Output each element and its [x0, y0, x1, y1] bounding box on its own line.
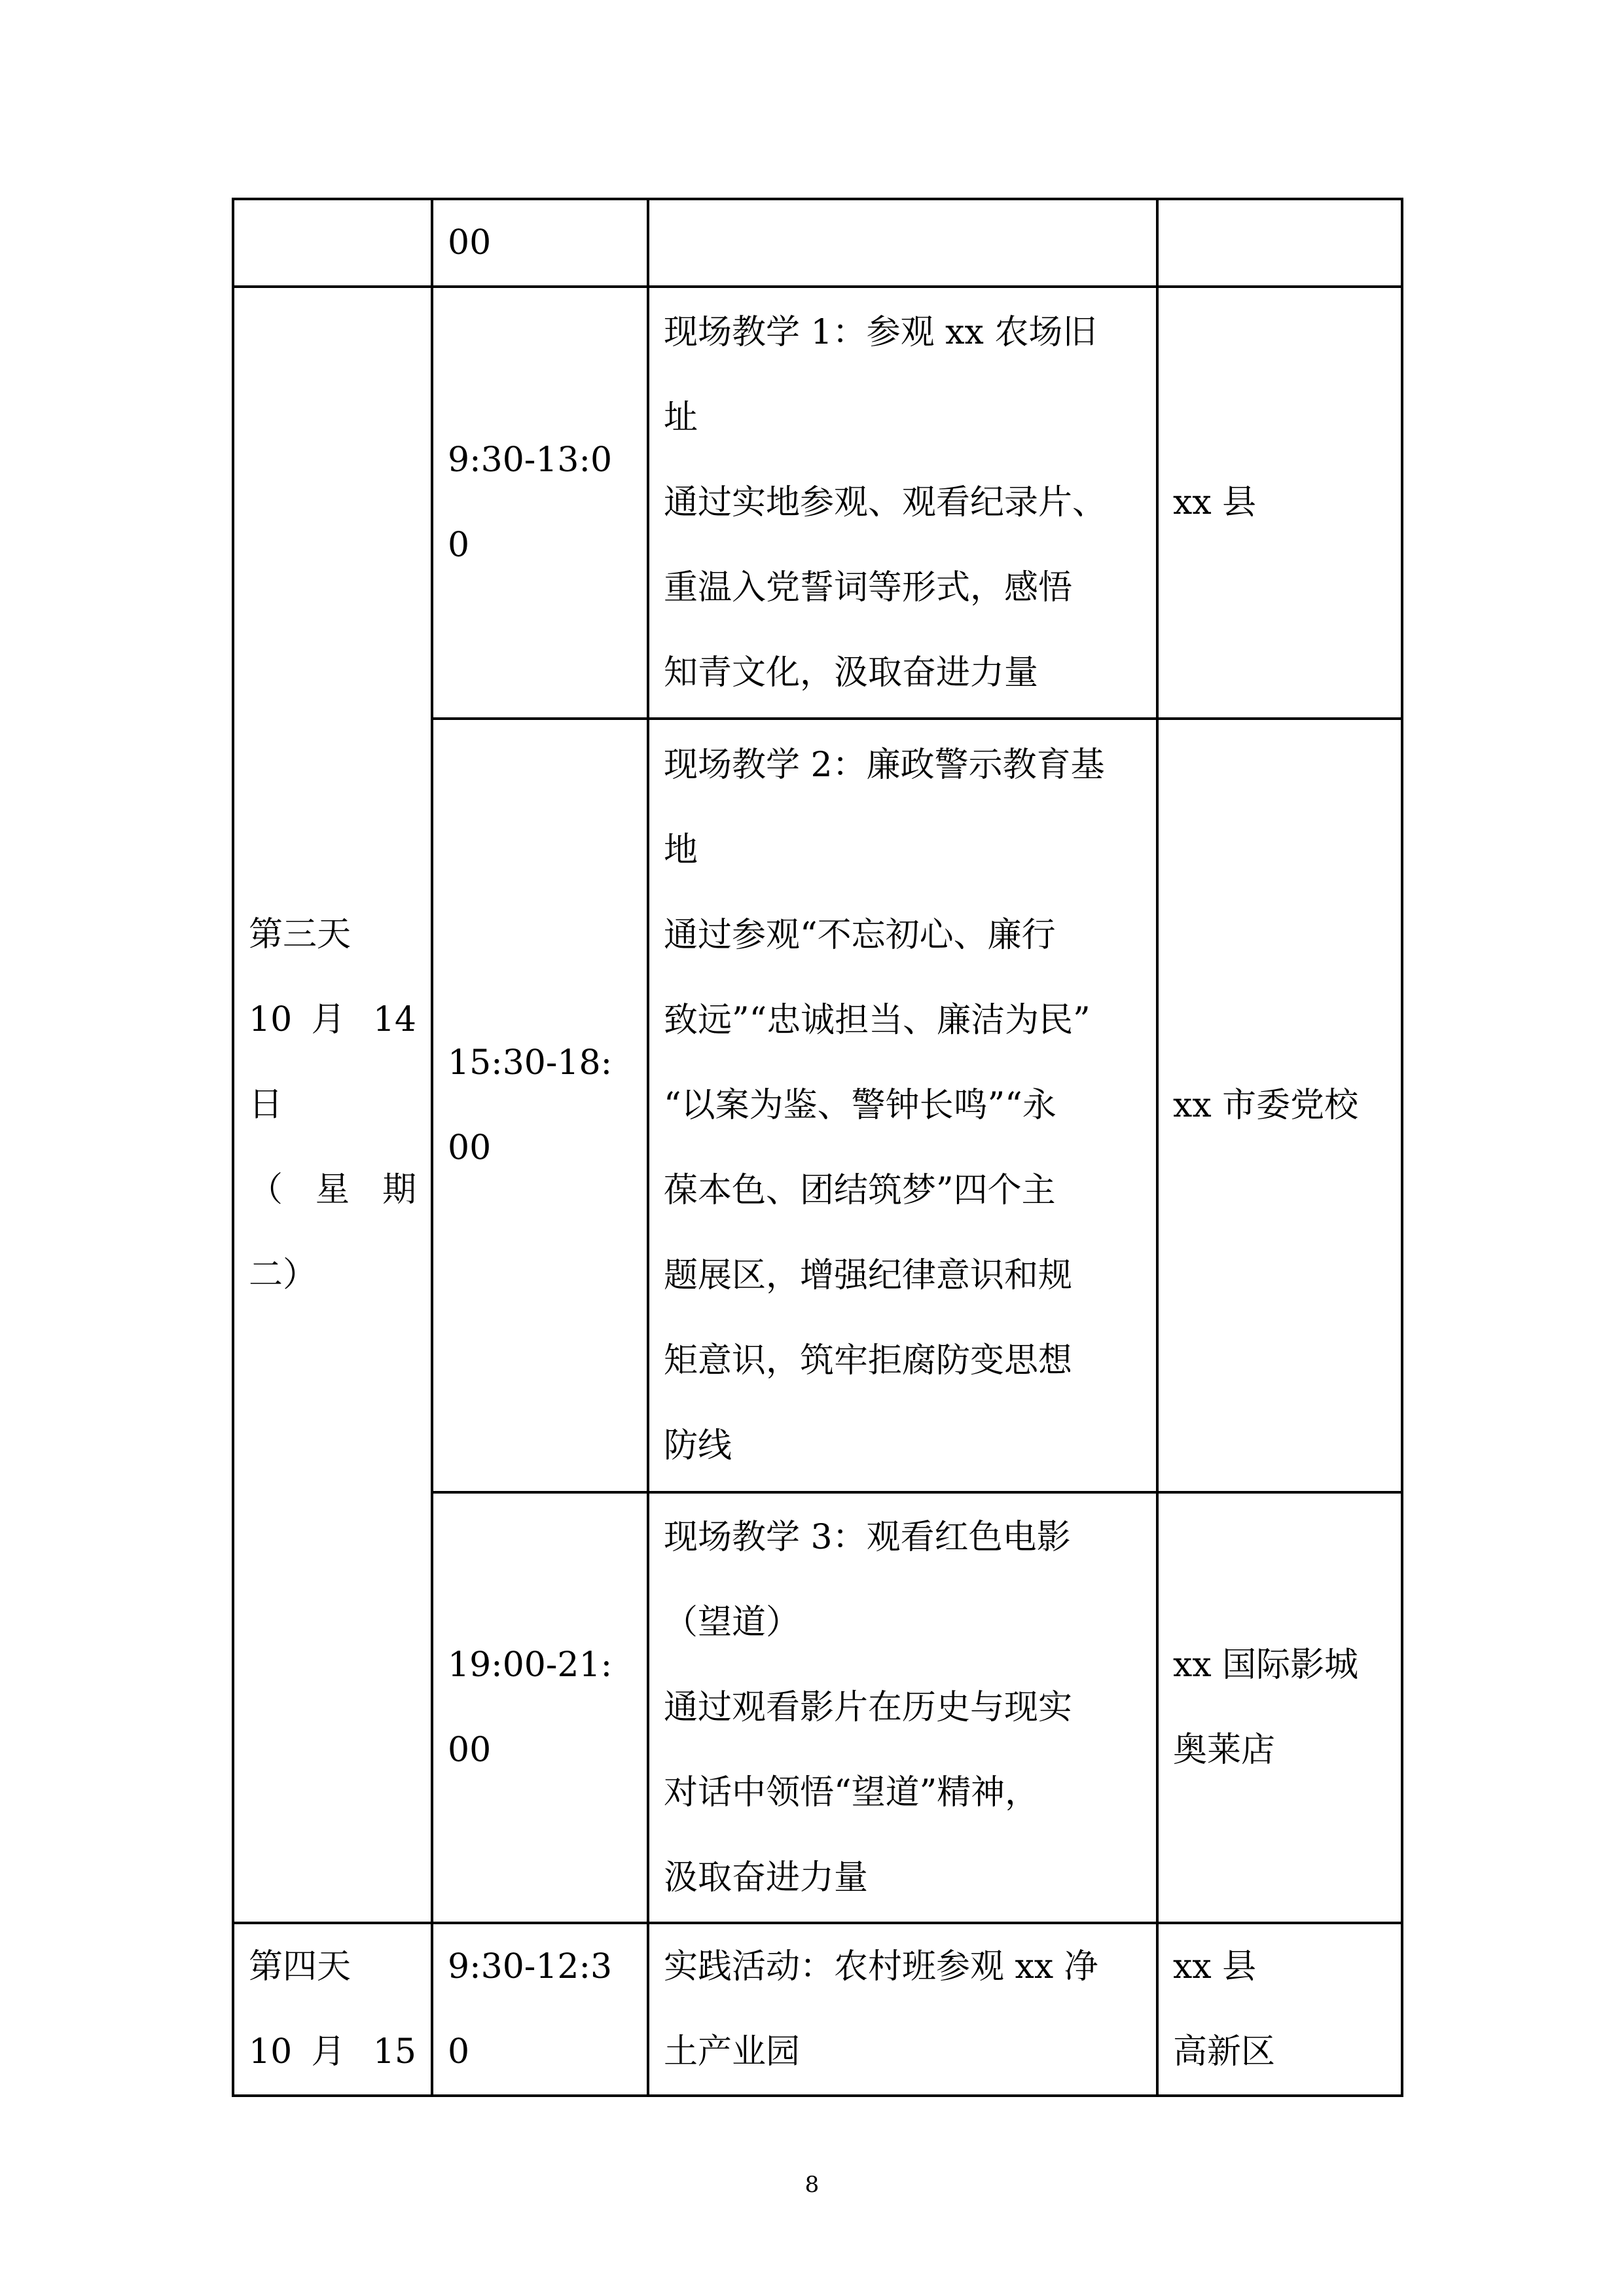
content-cell [648, 287, 1157, 719]
location-cell [1157, 199, 1402, 287]
content-line: 现场教学 1：参观 xx 农场旧 [664, 313, 1097, 352]
day-label: 第三天 [249, 915, 352, 954]
location-text: 高新区 [1173, 2032, 1276, 2072]
schedule-table [232, 198, 1403, 2097]
location-text: xx 县 [1173, 483, 1257, 522]
time-cell [432, 287, 648, 719]
day-date-suffix: 日 [249, 1085, 283, 1124]
time-text: 00 [448, 1128, 492, 1168]
day-date: 10 月 15 [249, 2032, 416, 2072]
content-line: 通过实地参观、观看纪录片、 [664, 483, 1107, 522]
table-row-session-4 [233, 1923, 1402, 2096]
content-cell [648, 1492, 1157, 1923]
location-cell [1157, 719, 1402, 1492]
content-cell [648, 1923, 1157, 2096]
content-line: 址 [664, 398, 698, 437]
day-cell-day3 [233, 287, 432, 1923]
day-cell [233, 199, 432, 287]
day-cell-day4 [233, 1923, 432, 2096]
table-row-continuation [233, 199, 1402, 287]
time-text: 15:30-18: [448, 1043, 613, 1083]
time-text: 9:30-12:3 [448, 1947, 613, 1986]
location-cell [1157, 1923, 1402, 2096]
content-line: 通过参观“不忘初心、廉行 [664, 916, 1056, 955]
location-text: 奥莱店 [1173, 1731, 1276, 1770]
content-line: 现场教学 2：廉政警示教育基 [664, 745, 1105, 785]
content-line: 致远”“忠诚担当、廉洁为民” [664, 1001, 1091, 1040]
time-cell [432, 719, 648, 1492]
content-line: 现场教学 3：观看红色电影 [664, 1518, 1071, 1557]
content-line: 防线 [664, 1426, 732, 1465]
content-line: 土产业园 [664, 2032, 801, 2072]
location-text: xx 国际影城 [1173, 1645, 1359, 1685]
time-text: 00 [448, 1731, 492, 1770]
day-label: 第四天 [249, 1947, 352, 1986]
location-text: xx 市委党校 [1173, 1086, 1359, 1125]
table-row-session-1 [233, 287, 1402, 719]
time-cell [432, 199, 648, 287]
day-weekday: （ 星 期 [249, 1170, 416, 1210]
page-number: 8 [804, 2172, 820, 2198]
content-line: 重温入党誓词等形式，感悟 [664, 568, 1073, 607]
content-line: 通过观看影片在历史与现实 [664, 1688, 1073, 1727]
time-text: 0 [448, 2032, 470, 2072]
content-line: 题展区，增强纪律意识和规 [664, 1256, 1073, 1295]
content-line: 知青文化，汲取奋进力量 [664, 653, 1039, 692]
day-weekday-end: 二） [249, 1255, 317, 1295]
time-text: 0 [448, 526, 470, 565]
time-text: 00 [448, 223, 492, 262]
day-date: 10 月 14 [249, 1000, 416, 1039]
content-cell [648, 719, 1157, 1492]
content-cell [648, 199, 1157, 287]
time-cell [432, 1923, 648, 2096]
content-line: 葆本色、团结筑梦”四个主 [664, 1171, 1056, 1210]
time-text: 9:30-13:0 [448, 440, 613, 480]
location-text: xx 县 [1173, 1947, 1257, 1986]
content-line: 矩意识，筑牢拒腐防变思想 [664, 1341, 1073, 1380]
content-line: 地 [664, 831, 698, 870]
content-line: 汲取奋进力量 [664, 1858, 869, 1897]
time-text: 19:00-21: [448, 1645, 613, 1685]
location-cell [1157, 287, 1402, 719]
time-cell [432, 1492, 648, 1923]
content-line: 实践活动：农村班参观 xx 净 [664, 1947, 1098, 1986]
content-line: 对话中领悟“望道”精神， [664, 1773, 1039, 1812]
content-line: （望道） [664, 1603, 801, 1642]
location-cell [1157, 1492, 1402, 1923]
content-line: “以案为鉴、警钟长鸣”“永 [664, 1086, 1056, 1125]
